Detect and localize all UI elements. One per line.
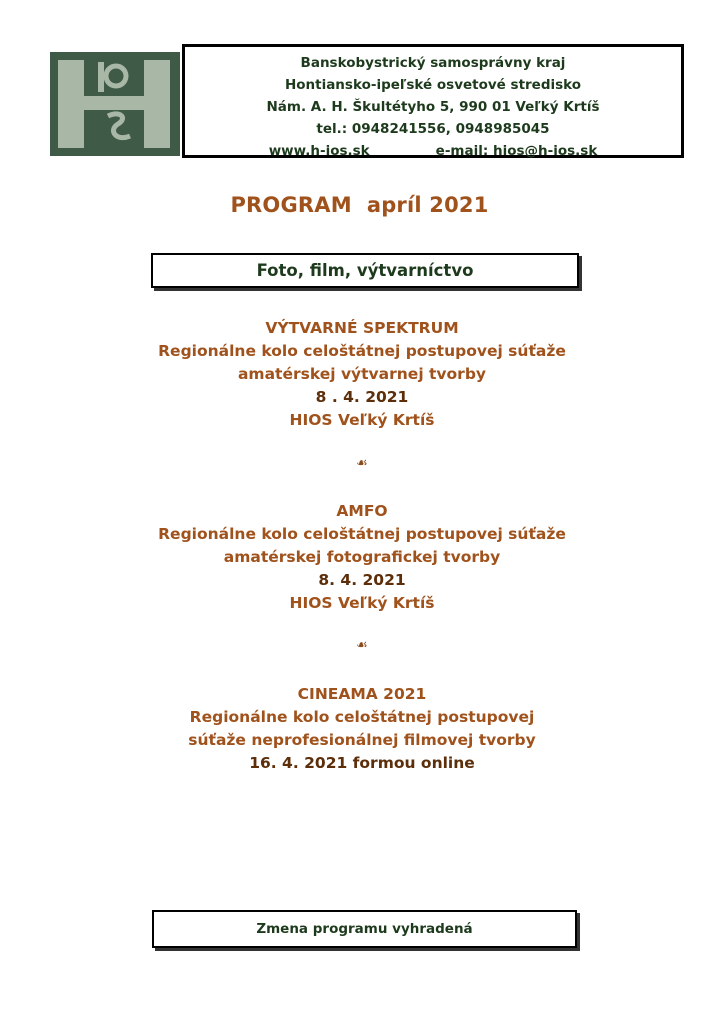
- program-title-text: PROGRAM apríl 2021: [230, 193, 489, 217]
- header-organization: Hontiansko-ipeľské osvetové stredisko: [284, 77, 582, 93]
- section-title-box: [151, 253, 579, 288]
- event-description: amatérskej výtvarnej tvorby: [237, 365, 487, 383]
- footer-note-box: [152, 910, 577, 948]
- ornament-divider-icon: ☙: [356, 456, 368, 471]
- header-email-link[interactable]: e-mail: hios@h-ios.sk: [435, 143, 598, 159]
- header-address: Nám. A. H. Škultétyho 5, 990 01 Veľký Krtíš: [266, 99, 600, 115]
- program-title: [0, 193, 724, 217]
- event-place: HIOS Veľký Krtíš: [289, 594, 435, 612]
- event-description: súťaže neprofesionálnej filmovej tvorby: [188, 731, 536, 749]
- header-contact-box: [182, 44, 684, 158]
- event-place: HIOS Veľký Krtíš: [289, 411, 435, 429]
- header-phone: tel.: 0948241556, 0948985045: [316, 121, 550, 137]
- event-title: AMFO: [336, 502, 388, 520]
- header-website-link[interactable]: www.h-ios.sk: [268, 143, 370, 159]
- section-title: Foto, film, výtvarníctvo: [256, 261, 474, 280]
- event-title: VÝTVARNÉ SPEKTRUM: [265, 319, 459, 337]
- event-date: 8. 4. 2021: [318, 571, 406, 589]
- hios-logo: [50, 52, 180, 156]
- event-description: Regionálne kolo celoštátnej postupovej súťaže: [158, 525, 566, 543]
- event-cineama: [0, 683, 724, 775]
- event-title: CINEAMA 2021: [297, 685, 427, 703]
- footer-note: Zmena programu vyhradená: [256, 921, 473, 937]
- ornament-divider-icon: ☙: [356, 638, 368, 653]
- event-description: amatérskej fotografickej tvorby: [223, 548, 501, 566]
- event-description: Regionálne kolo celoštátnej postupovej súťaže: [158, 342, 566, 360]
- event-date: 16. 4. 2021 formou online: [249, 754, 475, 772]
- event-date: 8 . 4. 2021: [315, 388, 409, 406]
- event-description: Regionálne kolo celoštátnej postupovej: [189, 708, 535, 726]
- header-web-row: [185, 140, 681, 162]
- header-region: Banskobystrický samosprávny kraj: [300, 55, 566, 71]
- event-amfo: [0, 500, 724, 615]
- event-vytvarne-spektrum: [0, 317, 724, 432]
- hios-logo-icon: [50, 52, 180, 156]
